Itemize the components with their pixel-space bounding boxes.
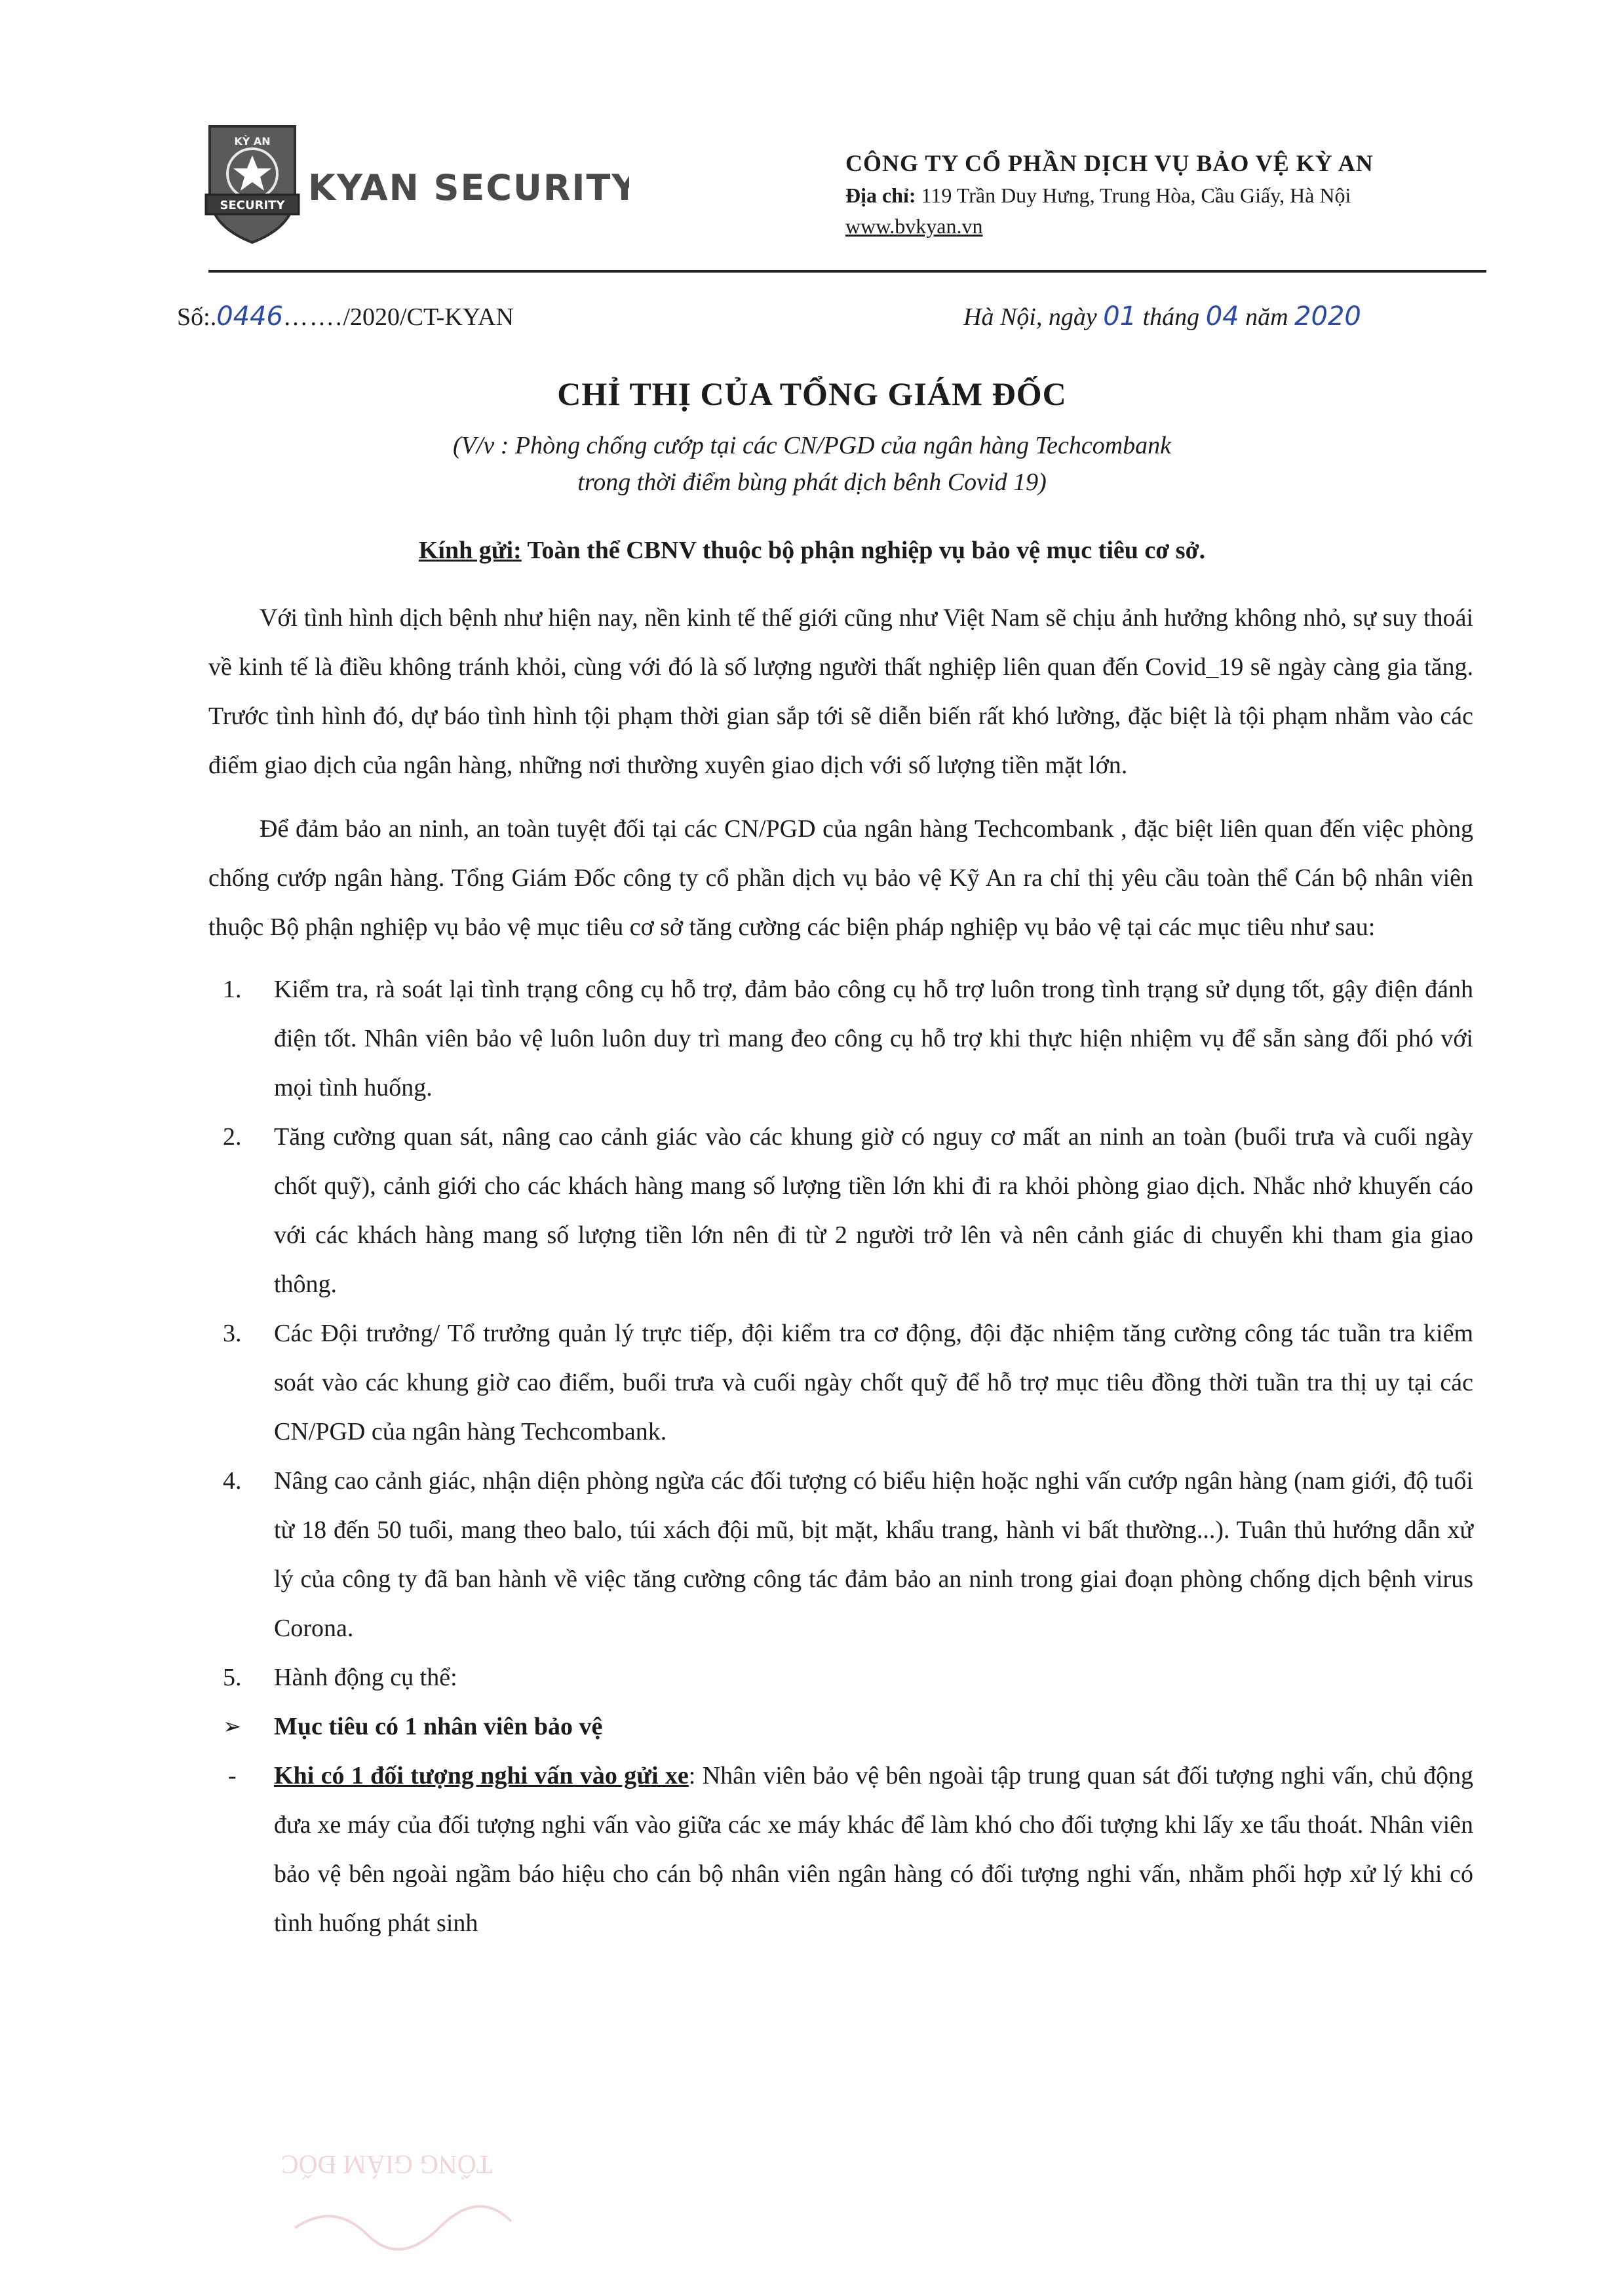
date-month: 04 [1205,301,1239,332]
year-label: năm [1245,303,1288,331]
signature-scribble [295,2206,511,2249]
faint-director-stamp [216,2130,583,2287]
paragraph-2: Để đảm bảo an ninh, an toàn tuyệt đối tại các CN/PGD của ngân hàng Techcombank , đặc biệt liên quan đến việc phòng chống cướp ngân hàng. Tổng Giám Đốc công ty cổ phần dịch vụ bảo vệ Kỹ An ra chỉ thị yêu cầu toàn thể Cán bộ nhân viên thuộc Bộ phận nghiệp vụ bảo vệ mục tiêu cơ sở tăng cường các biện pháp nghiệp vụ bảo vệ tại các mục tiêu như sau: [208,815,1473,941]
subtitle-line-2: trong thời điểm bùng phát dịch bênh Covid 19) [577,469,1047,496]
company-address [845,183,1553,208]
list-item-text: Các Đội trưởng/ Tổ trưởng quản lý trực tiếp, đội kiểm tra cơ động, đội đặc nhiệm tăng cường công tác tuần tra kiểm soát vào các khung giờ cao điểm, buổi trưa và cuối ngày chốt quỹ để hỗ trợ mục tiêu đồng thời tuần tra thị uy tại các CN/PGD của ngân hàng Techcombank. [274,1320,1473,1445]
kyan-shield-icon [197,121,629,246]
list-item-number: 3. [223,1320,242,1347]
company-website[interactable]: www.bvkyan.vn [845,214,983,238]
stamp-graphic [216,2130,583,2287]
number-suffix: /2020/CT-KYAN [343,303,514,331]
logo-text: KYAN SECURITY [308,167,629,208]
list-item-text: Nâng cao cảnh giác, nhận diện phòng ngừa các đối tượng có biểu hiện hoặc nghi vấn cướp ngân hàng (nam giới, độ tuổi từ 18 đến 50 tuổi, mang theo balo, túi xách đội mũ, bịt mặt, khẩu trang, hành vi bất thường...). Tuân thủ hướng dẫn xử lý của công ty đã ban hành về việc tăng cường công tác đảm bảo an ninh trong giai đoạn phòng chống dịch bệnh virus Corona. [274,1467,1473,1642]
list-item-number: 5. [223,1664,242,1691]
document-title: CHỈ THỊ CỦA TỔNG GIÁM ĐỐC [557,375,1067,412]
company-name: CÔNG TY CỔ PHẦN DỊCH VỤ BẢO VỆ KỲ AN [845,150,1374,176]
arrow-bullet-icon: ➢ [223,1713,242,1740]
logo-badge-bottom: SECURITY [220,199,285,212]
target-heading [208,1702,1473,1751]
scenario-label: Khi có 1 đối tượng nghi vấn vào gửi xe [274,1762,689,1789]
address-label: Địa chỉ: [845,183,916,207]
list-item [208,1309,1473,1457]
stamp-title: TỔNG GIÁM ĐỐC [280,2150,493,2179]
list-item-text: Tăng cường quan sát, nâng cao cảnh giác vào các khung giờ có nguy cơ mất an ninh an toàn (buổi trưa và cuối ngày chốt quỹ), cảnh giới cho các khách hàng mang số lượng tiền lớn khi đi ra khỏi phòng giao dịch. Nhắc nhở khuyến cáo với các khách hàng mang số lượng tiền lớn nên đi từ 2 người trở lên và nên cảnh giác di chuyển khi tham gia giao thông. [274,1123,1473,1298]
list-item [208,1653,1473,1702]
number-dots: ……. [283,303,343,331]
document-date [963,301,1361,332]
logo-badge-top: KỲ AN [234,135,271,147]
list-item-number: 4. [223,1467,242,1495]
address-value: 119 Trần Duy Hưng, Trung Hòa, Cầu Giấy, Hà Nội [921,183,1351,207]
number-prefix: Số:. [177,303,217,331]
scenario-item [208,1751,1473,1948]
scenario-text: : Nhân viên bảo vệ bên ngoài tập trung quan sát đối tượng nghi vấn, chủ động đưa xe máy của đối tượng nghi vấn vào giữa các xe máy khác để làm khó cho đối tượng khi lấy xe tẩu thoát. Nhân viên bảo vệ bên ngoài ngầm báo hiệu cho cán bộ nhân viên ngân hàng có đối tượng nghi vấn, nhằm phối hợp xử lý khi có tình huống phát sinh [274,1762,1473,1937]
company-info [845,149,1553,239]
list-item-text: Kiểm tra, rà soát lại tình trạng công cụ hỗ trợ, đảm bảo công cụ hỗ trợ luôn trong tình trạng sử dụng tốt, gậy điện đánh điện tốt. Nhân viên bảo vệ luôn luôn duy trì mang đeo công cụ hỗ trợ khi thực hiện nhiệm vụ để sẵn sàng đối phó với mọi tình huống. [274,976,1473,1101]
list-item-text: Hành động cụ thể: [274,1664,457,1691]
document-number [177,301,514,332]
document-body [208,594,1473,1948]
recipient-text: Toàn thể CBNV thuộc bộ phận nghiệp vụ bảo vệ mục tiêu cơ sở. [521,537,1206,564]
list-item [208,1113,1473,1309]
list-item-number: 2. [223,1123,242,1151]
list-item-number: 1. [223,976,242,1003]
date-day: 01 [1103,301,1137,332]
subtitle-line-1: (V/v : Phòng chống cướp tại các CN/PGD của ngân hàng Techcombank [452,432,1171,459]
company-logo [197,121,629,246]
date-prefix: Hà Nội, ngày [963,303,1097,331]
header-divider [208,270,1486,273]
number-handwritten: 0446 [216,301,283,332]
list-item [208,1457,1473,1653]
recipient-label: Kính gửi: [418,537,522,564]
paragraph-1: Với tình hình dịch bệnh như hiện nay, nền kinh tế thế giới cũng như Việt Nam sẽ chịu ảnh hưởng không nhỏ, sự suy thoái về kinh tế là điều không tránh khỏi, cùng với đó là số lượng người thất nghiệp liên quan đến Covid_19 sẽ ngày càng gia tăng. Trước tình hình đó, dự báo tình hình tội phạm thời gian sắp tới sẽ diễn biến rất khó lường, đặc biệt là tội phạm nhằm vào các điểm giao dịch của ngân hàng, những nơi thường xuyên giao dịch với số lượng tiền mặt lớn. [208,604,1473,779]
directive-list [208,965,1473,1702]
recipient-line [0,536,1624,565]
target-heading-text: Mục tiêu có 1 nhân viên bảo vệ [274,1713,603,1740]
month-label: tháng [1142,303,1200,331]
dash-bullet: - [228,1762,237,1789]
list-item [208,965,1473,1113]
date-year: 2020 [1294,301,1361,332]
